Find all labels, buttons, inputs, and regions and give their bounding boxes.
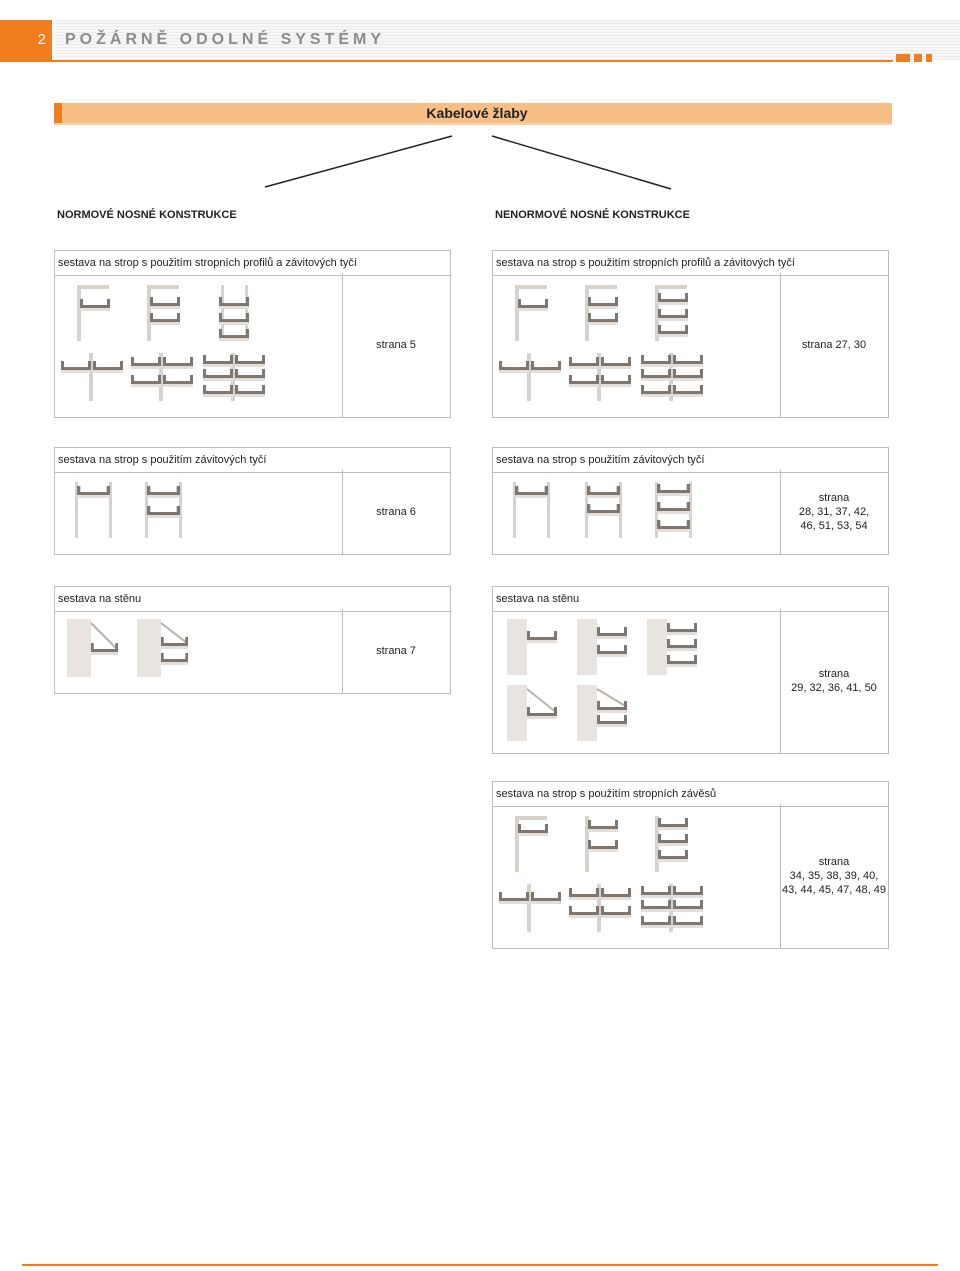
page-reference-line: strana xyxy=(818,492,850,504)
page-reference-line: strana 5 xyxy=(376,339,416,351)
page-reference xyxy=(780,273,888,417)
page-reference-line: 46, 51, 53, 54 xyxy=(800,520,868,532)
tree-connector xyxy=(0,0,960,200)
page-reference-line: 29, 32, 36, 41, 50 xyxy=(791,682,877,694)
system-illustration xyxy=(55,609,343,693)
system-illustration xyxy=(55,273,343,417)
system-card xyxy=(54,586,451,694)
page-reference xyxy=(342,273,450,417)
system-card xyxy=(492,586,889,754)
system-card xyxy=(492,250,889,418)
system-caption: sestava na stěnu xyxy=(55,587,450,612)
system-card xyxy=(492,781,889,949)
page-reference-line: 34, 35, 38, 39, 40, xyxy=(789,870,879,882)
page-reference xyxy=(342,470,450,554)
system-caption: sestava na strop s použitím závitových tyčí xyxy=(493,448,888,473)
column-heading-nonstandard: NENORMOVÉ NOSNÉ KONSTRUKCE xyxy=(495,209,690,221)
system-illustration xyxy=(493,470,781,554)
system-caption: sestava na strop s použitím stropních závěsů xyxy=(493,782,888,807)
system-caption: sestava na strop s použitím závitových tyčí xyxy=(55,448,450,473)
system-card xyxy=(54,447,451,555)
system-illustration xyxy=(55,470,343,554)
system-illustration xyxy=(493,804,781,948)
section-title: POŽÁRNĚ ODOLNÉ SYSTÉMY xyxy=(65,31,386,48)
page-reference xyxy=(342,609,450,693)
system-caption: sestava na stěnu xyxy=(493,587,888,612)
system-caption: sestava na strop s použitím stropních profilů a závitových tyčí xyxy=(493,251,888,276)
footer-rule xyxy=(22,1264,938,1266)
page-number: 2 xyxy=(0,20,52,60)
system-illustration xyxy=(493,273,781,417)
system-card xyxy=(54,250,451,418)
page-reference-line: 28, 31, 37, 42, xyxy=(798,506,870,518)
system-card xyxy=(492,447,889,555)
page-reference-line: strana 27, 30 xyxy=(801,339,867,351)
category-title: Kabelové žlaby xyxy=(426,105,528,121)
page-reference-line: strana 6 xyxy=(376,506,416,518)
system-illustration xyxy=(493,609,781,753)
page-reference xyxy=(780,804,888,948)
column-heading-standard: NORMOVÉ NOSNÉ KONSTRUKCE xyxy=(57,209,237,221)
page-reference-line: strana 7 xyxy=(376,645,416,657)
page-reference xyxy=(780,470,888,554)
page-reference xyxy=(780,609,888,753)
page-reference-line: strana xyxy=(818,856,850,868)
page-reference-line: 43, 44, 45, 47, 48, 49 xyxy=(782,884,886,896)
system-caption: sestava na strop s použitím stropních profilů a závitových tyčí xyxy=(55,251,450,276)
page-reference-line: strana xyxy=(818,668,850,680)
